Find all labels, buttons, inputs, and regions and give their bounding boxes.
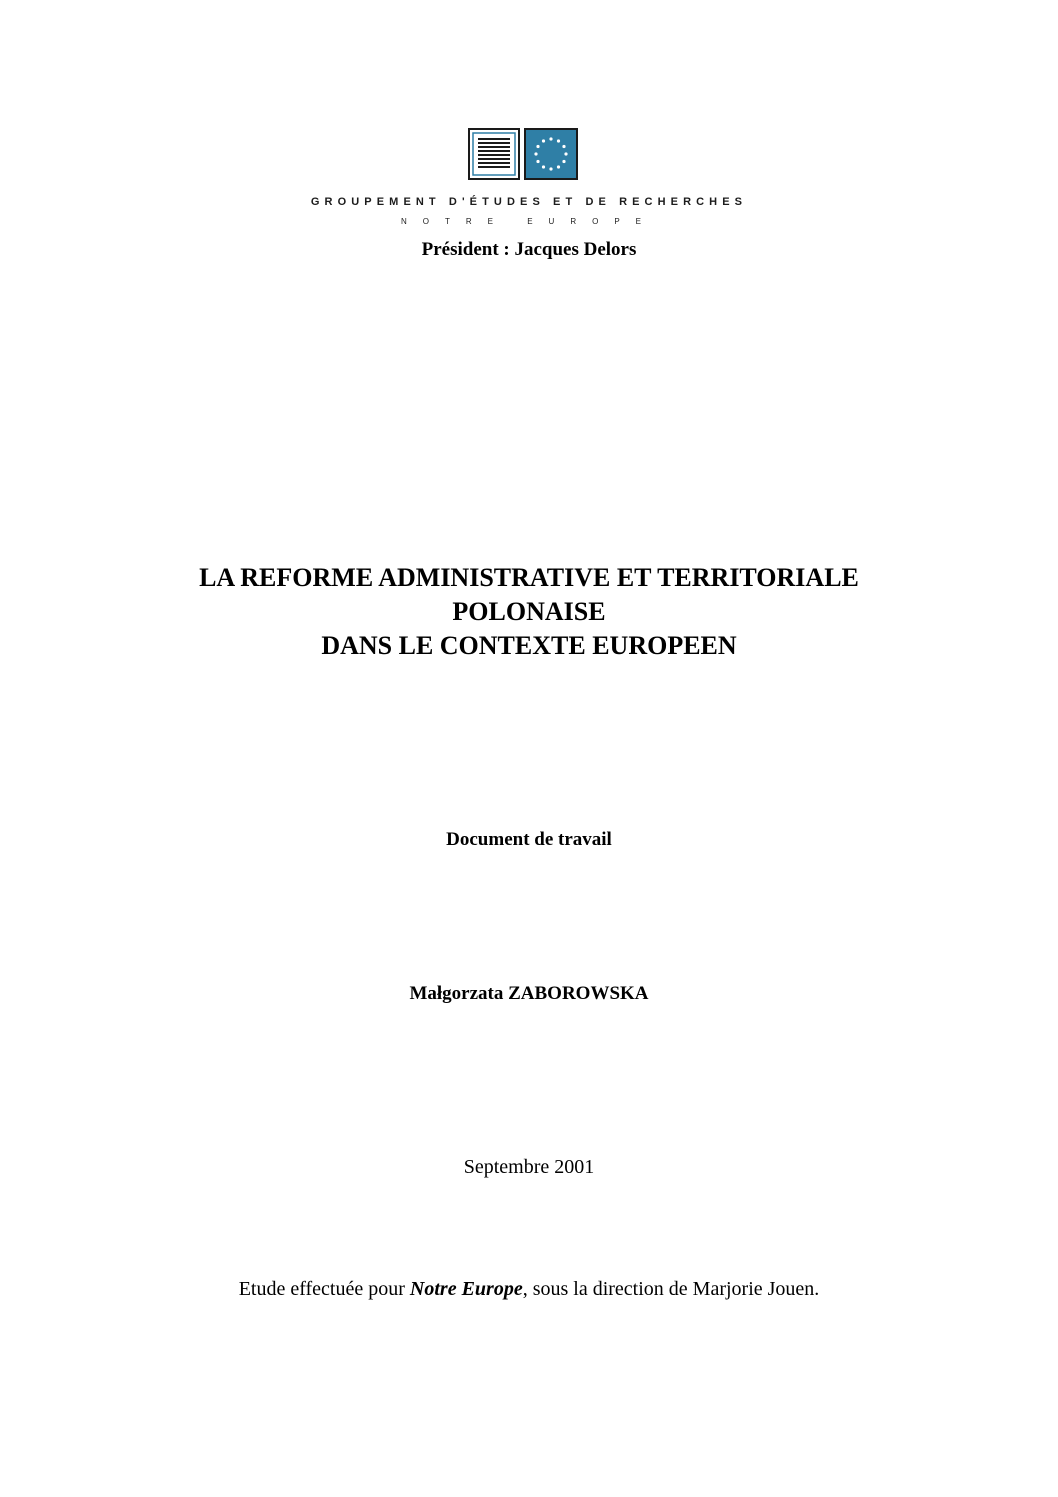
study-note-suffix: , sous la direction de Marjorie Jouen. bbox=[522, 1278, 820, 1300]
logo-graphic bbox=[468, 128, 578, 182]
organization-name: GROUPEMENT D'ÉTUDES ET DE RECHERCHES bbox=[310, 196, 748, 208]
eu-star bbox=[542, 165, 545, 168]
notre-europe-logo bbox=[468, 128, 578, 182]
title-line-1: LA REFORME ADMINISTRATIVE ET TERRITORIALE bbox=[199, 563, 859, 592]
president-line: Président : Jacques Delors bbox=[421, 239, 637, 260]
author-name: Małgorzata ZABOROWSKA bbox=[409, 983, 649, 1004]
eu-star bbox=[564, 152, 567, 155]
study-note bbox=[0, 1278, 1058, 1301]
eu-star bbox=[557, 139, 560, 142]
document-type: Document de travail bbox=[446, 829, 612, 850]
study-note-prefix: Etude effectuée pour bbox=[238, 1278, 410, 1300]
eu-star bbox=[562, 160, 565, 163]
eu-star bbox=[549, 167, 552, 170]
organization-subtitle: NOTRE EUROPE bbox=[400, 217, 657, 226]
eu-star bbox=[562, 145, 565, 148]
eu-star bbox=[542, 139, 545, 142]
publication-date: Septembre 2001 bbox=[463, 1156, 595, 1178]
eu-stars-icon bbox=[525, 129, 577, 179]
eu-star bbox=[536, 145, 539, 148]
document-lines-icon bbox=[469, 129, 519, 179]
eu-star bbox=[557, 165, 560, 168]
study-note-emphasis: Notre Europe bbox=[409, 1278, 523, 1300]
title-line-3: DANS LE CONTEXTE EUROPEEN bbox=[321, 631, 737, 660]
eu-star bbox=[549, 137, 552, 140]
document-title bbox=[0, 561, 1058, 663]
title-line-2: POLONAISE bbox=[452, 597, 606, 626]
eu-star bbox=[536, 160, 539, 163]
eu-star bbox=[534, 152, 537, 155]
